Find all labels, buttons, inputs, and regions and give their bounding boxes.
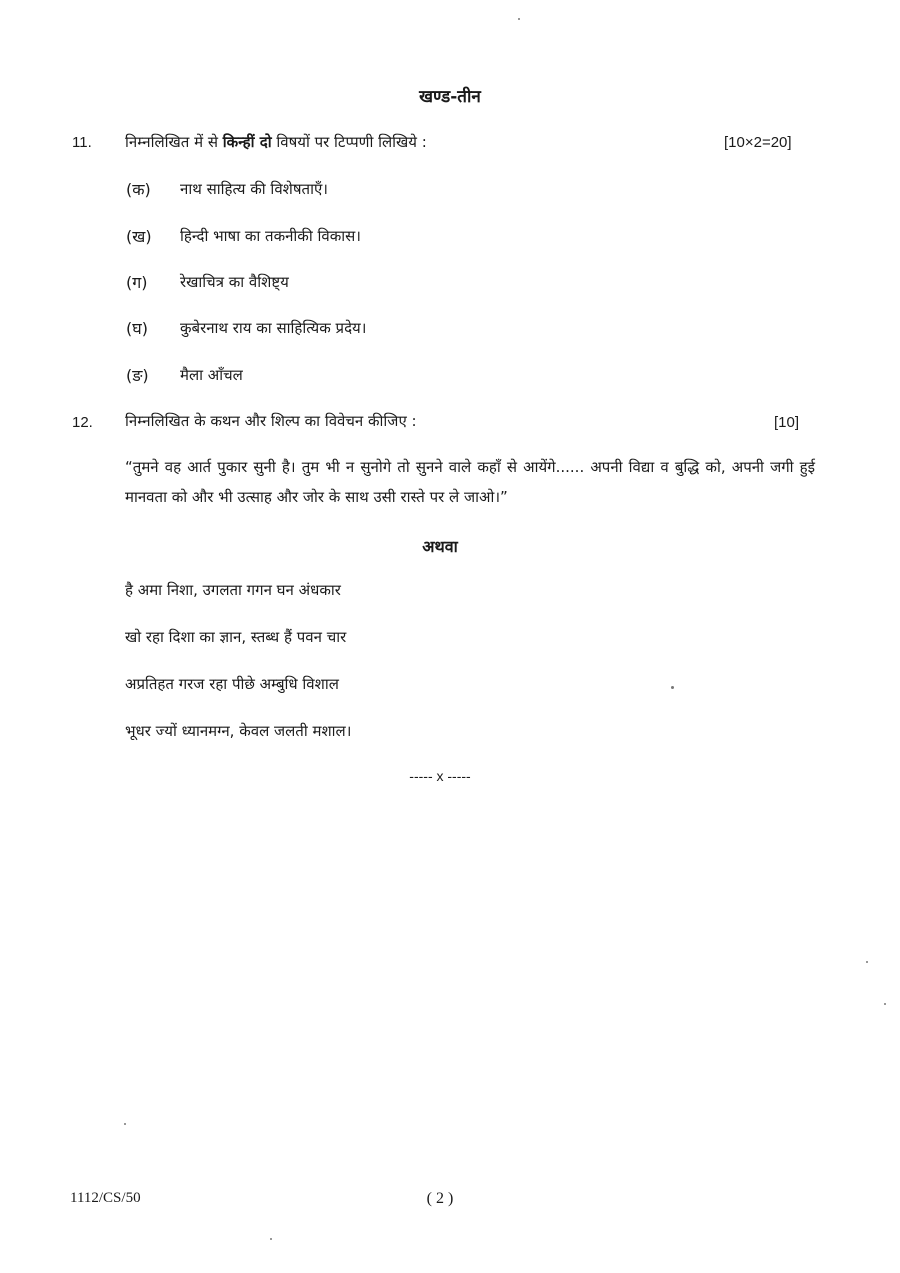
question-text-end: विषयों पर टिप्पणी लिखिये : bbox=[271, 133, 427, 151]
option-text: कुबेरनाथ राय का साहित्यिक प्रदेय। bbox=[180, 319, 367, 337]
section-title: खण्ड-तीन bbox=[419, 87, 481, 107]
poem-line: है अमा निशा, उगलता गगन घन अंधकार bbox=[125, 581, 341, 599]
scan-speck bbox=[518, 18, 520, 20]
question-text-emphasis: किन्हीं दो bbox=[222, 133, 272, 151]
prose-quote: “तुमने वह आर्त पुकार सुनी है। तुम भी न सुनोगे तो सुनने वाले कहाँ से आयेंगे...... अपनी विद्या व बुद्धि को, अपनी जगी हुई मानवता को और भी उत्साह और जोर के साथ उसी रास्ते पर ले जाओ।” bbox=[125, 458, 815, 506]
option-text: नाथ साहित्य की विशेषताएँ। bbox=[180, 180, 328, 198]
scan-speck bbox=[124, 1123, 126, 1125]
question-text-start: निम्नलिखित में से bbox=[125, 133, 223, 151]
question-marks: [10×2=20] bbox=[724, 134, 792, 151]
paper-code: 1112/CS/50 bbox=[70, 1190, 141, 1206]
option-label: (क) bbox=[126, 180, 151, 199]
scan-speck bbox=[884, 1003, 886, 1005]
question-text bbox=[125, 132, 427, 152]
option-label: (ग) bbox=[126, 273, 148, 292]
scan-speck bbox=[671, 686, 674, 689]
option-text: रेखाचित्र का वैशिष्ट्य bbox=[180, 273, 289, 291]
poem-line: खो रहा दिशा का ज्ञान, स्तब्ध हैं पवन चार bbox=[125, 628, 347, 646]
option-label: (ख) bbox=[126, 227, 152, 246]
option-text: मैला आँचल bbox=[180, 366, 243, 384]
scan-speck bbox=[270, 1238, 272, 1240]
end-of-paper-mark: ----- x ----- bbox=[409, 768, 471, 784]
question-marks: [10] bbox=[774, 414, 800, 431]
question-text: निम्नलिखित के कथन और शिल्प का विवेचन कीजिए : bbox=[125, 412, 417, 430]
page-number: ( 2 ) bbox=[426, 1190, 454, 1207]
poem-line: भूधर ज्यों ध्यानमग्न, केवल जलती मशाल। bbox=[125, 722, 352, 740]
question-number: 12. bbox=[72, 414, 93, 431]
option-text: हिन्दी भाषा का तकनीकी विकास। bbox=[180, 227, 361, 245]
question-number: 11. bbox=[72, 134, 92, 151]
option-label: (घ) bbox=[126, 319, 148, 338]
poem-line: अप्रतिहत गरज रहा पीछे अम्बुधि विशाल bbox=[125, 675, 339, 693]
scan-speck bbox=[866, 961, 868, 963]
alternative-label: अथवा bbox=[422, 537, 458, 556]
option-label: (ङ) bbox=[126, 366, 149, 385]
